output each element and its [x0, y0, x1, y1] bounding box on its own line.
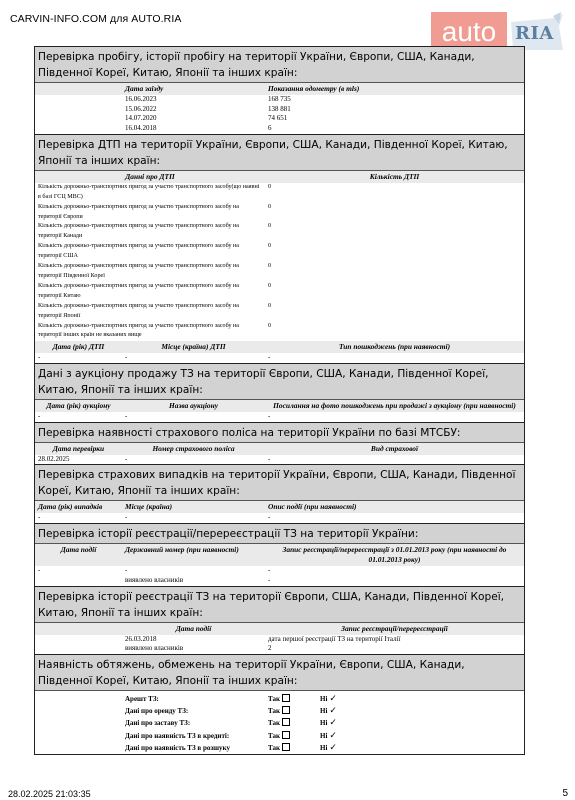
table-row: [35, 183, 524, 203]
accidents-rows: [35, 183, 524, 342]
report-document: [34, 46, 525, 764]
mileage-value: 74 651: [268, 114, 288, 123]
logo-auto-text: auto: [431, 12, 507, 54]
insurance-title: Перевірка наявності страхового поліса на території України по базі МТСБУ:: [35, 423, 524, 443]
auction-section: [34, 364, 525, 423]
yes-label: Так: [268, 731, 281, 740]
table-row: [35, 124, 524, 134]
insurance-cases-col-place: Місце (країна): [125, 502, 173, 512]
insurance-header-row: [35, 443, 524, 455]
registration-ua-owners-label: виявлено власників: [125, 575, 184, 584]
accident-count: 0: [268, 183, 272, 190]
auction-name: -: [125, 412, 128, 421]
yes-label: Так: [268, 743, 281, 752]
mileage-rows: [35, 95, 524, 134]
registration-world-col-record: Запис реєстрації/перереєстрації: [341, 623, 448, 633]
auction-date: -: [38, 412, 41, 421]
insurance-case-desc: -: [268, 513, 271, 522]
table-row: [35, 282, 524, 302]
accident-count: 0: [268, 302, 272, 309]
mileage-value: 168 735: [268, 95, 291, 103]
no-label: Ні: [320, 731, 328, 740]
accidents-header-row: [35, 171, 524, 183]
yes-checkbox[interactable]: [282, 743, 290, 751]
accident-count: 0: [268, 203, 272, 210]
accidents-detail-header: [35, 341, 524, 353]
accidents-col-count: Кількість ДТП: [369, 171, 420, 181]
registration-ua-title: Перевірка історії реєстрації/перереєстрації ТЗ на території України:: [35, 524, 524, 544]
registration-ua-col-plate: Державний номер (при наявності): [125, 545, 239, 555]
accident-damage: -: [268, 353, 271, 362]
insurance-date: 28.02.2025: [38, 454, 70, 463]
encumbrances-rows: [35, 691, 524, 754]
no-label: Ні: [320, 694, 328, 703]
encumbrance-row: [35, 693, 524, 705]
registration-world-owners-value: 2: [268, 644, 272, 653]
insurance-case-place: -: [125, 513, 128, 522]
table-row: [35, 95, 524, 105]
yes-label: Так: [268, 719, 281, 728]
registration-ua-header-row: [35, 544, 524, 566]
insurance-cases-header-row: [35, 501, 524, 513]
auction-col-link: Посилання на фото пошкоджень при продажі з аукціону (при наявності): [273, 401, 516, 411]
table-row: [35, 455, 524, 465]
table-row: [35, 302, 524, 322]
yes-checkbox[interactable]: [282, 731, 290, 739]
insurance-cases-title: Перевірка страхових випадків на території України, Європи, США, Канади, Південної Кореї, Китаю, Японії та інших країн:: [35, 465, 524, 501]
accident-date: -: [38, 353, 41, 362]
insurance-case-date: -: [38, 513, 41, 522]
table-row: [35, 203, 524, 223]
insurance-col-date: Дата перевірки: [52, 443, 105, 453]
table-row: [35, 566, 524, 576]
auction-header-row: [35, 400, 524, 412]
mileage-date: 15.06.2022: [125, 104, 157, 113]
footer-datetime: 28.02.2025 21:03:35: [8, 789, 91, 799]
encumbrance-label: Дані про заставу ТЗ:: [125, 719, 191, 728]
accident-count: 0: [268, 223, 272, 230]
yes-label: Так: [268, 707, 281, 716]
checkmark-icon[interactable]: ✓: [329, 693, 337, 704]
mileage-value: 138 881: [268, 104, 291, 113]
auction-link: -: [268, 412, 271, 421]
auction-col-date: Дата (рік) аукціону: [46, 401, 111, 411]
yes-checkbox[interactable]: [282, 706, 290, 714]
registration-ua-date: -: [38, 566, 41, 575]
accident-count: 0: [268, 282, 272, 289]
accident-label: Кількість дорожньо-транспортних пригод за участю транспортного засобу на території Японії: [38, 302, 239, 319]
table-row: [35, 222, 524, 242]
insurance-cases-section: [34, 465, 525, 524]
registration-world-section: [34, 587, 525, 655]
insurance-col-type: Вид страхової: [370, 443, 419, 453]
encumbrance-label: Дані про наявність ТЗ в розшуку: [125, 743, 230, 752]
table-row: [35, 644, 524, 654]
accident-place: -: [125, 353, 128, 362]
mileage-date: 14.07.2020: [125, 114, 157, 123]
insurance-cases-col-desc: Опис події (при наявності): [268, 502, 357, 512]
registration-world-title: Перевірка історії реєстрації ТЗ на території Європи, США, Канади, Південної Кореї, Китаю, Японії та інших країн:: [35, 587, 524, 623]
accident-label: Кількість дорожньо-транспортних пригод за участю транспортного засобу на території інших країн не вказаних вище: [38, 322, 239, 339]
encumbrances-section: [34, 655, 525, 755]
mileage-section: [34, 46, 525, 135]
accident-label: Кількість дорожньо-транспортних пригод за участю транспортного засобу на території Канади: [38, 223, 239, 240]
checkmark-icon[interactable]: ✓: [329, 730, 337, 741]
encumbrance-row: [35, 717, 524, 729]
accidents-section: [34, 135, 525, 364]
auction-col-name: Назва аукціону: [169, 401, 218, 411]
checkmark-icon[interactable]: ✓: [329, 742, 337, 753]
registration-world-owners-label: виявлено власників: [125, 644, 184, 653]
accidents-col-place: Місце (країна) ДТП: [161, 342, 226, 352]
yes-checkbox[interactable]: [282, 694, 290, 702]
encumbrance-label: Дані про оренду ТЗ:: [125, 707, 189, 716]
accident-label: Кількість дорожньо-транспортних пригод за участю транспортного засобу на території Європи: [38, 203, 239, 220]
insurance-number: -: [125, 454, 128, 463]
mileage-col-date: Дата заїзду: [125, 84, 164, 93]
registration-ua-record: -: [268, 566, 271, 575]
registration-world-date: 26.03.2018: [125, 634, 157, 643]
table-row: [35, 412, 524, 422]
registration-ua-owners-value: -: [268, 575, 271, 584]
registration-world-record: дата першої реєстрації ТЗ на території Італії: [268, 634, 401, 643]
auction-title: Дані з аукціону продажу ТЗ на території Європи, США, Канади, Південної Кореї, Китаю, Японії та інших країн:: [35, 364, 524, 400]
mileage-col-odometer: Показання одометру (в mls): [268, 84, 360, 93]
encumbrance-label: Дані про наявність ТЗ в кредиті:: [125, 731, 230, 740]
mileage-header-row: [35, 83, 524, 95]
accident-label: Кількість дорожньо-транспортних пригод за участю транспортного засобу на території Китаю: [38, 282, 239, 299]
table-row: [35, 513, 524, 523]
no-label: Ні: [320, 707, 328, 716]
accidents-title: Перевірка ДТП на території України, Європи, США, Канади, Південної Кореї, Китаю, Японії та інших країн:: [35, 135, 524, 171]
checkmark-icon[interactable]: ✓: [329, 706, 337, 717]
table-row: [35, 353, 524, 363]
table-row: [35, 114, 524, 124]
mileage-title: Перевірка пробігу, історії пробігу на території України, Європи, США, Канади, Південної Кореї, Китаю, Японії та інших країн:: [35, 47, 524, 83]
yes-checkbox[interactable]: [282, 718, 290, 726]
page-number: 5: [562, 788, 568, 799]
table-row: [35, 635, 524, 645]
registration-world-header-row: [35, 623, 524, 635]
mileage-value: 6: [268, 124, 272, 133]
registration-world-col-date: Дата події: [175, 623, 212, 633]
accidents-col-data: Данні про ДТП: [125, 171, 175, 181]
accidents-col-date: Дата (рік) ДТП: [52, 342, 105, 352]
table-row: [35, 322, 524, 342]
encumbrances-title: Наявність обтяжень, обмежень на території України, Європи, США, Канади, Південної Кореї, Китаю, Японії та інших країн:: [35, 655, 524, 691]
mileage-date: 16.06.2023: [125, 95, 157, 103]
accident-label: Кількість дорожньо-транспортних пригод за участю транспортного засобу(що наявні в базі ГСЦ МВС): [38, 183, 260, 200]
no-label: Ні: [320, 743, 328, 752]
encumbrance-label: Арешт ТЗ:: [125, 694, 159, 703]
page-header: [0, 0, 575, 46]
no-label: Ні: [320, 719, 328, 728]
encumbrance-row: [35, 730, 524, 742]
accident-count: 0: [268, 263, 272, 270]
registration-ua-col-date: Дата події: [60, 545, 97, 555]
insurance-col-number: Номер страхового поліса: [152, 443, 235, 453]
accident-count: 0: [268, 322, 272, 329]
registration-ua-col-record: Запис реєстрації/перереєстрації з 01.01.2013 року (при наявності до 01.01.2013 року): [282, 545, 507, 565]
table-row: [35, 105, 524, 115]
yes-label: Так: [268, 694, 281, 703]
insurance-section: [34, 423, 525, 466]
insurance-cases-col-date: Дата (рік) випадків: [38, 502, 103, 512]
accidents-col-damage: Тип пошкоджень (при наявності): [338, 342, 451, 352]
logo-ria-text: RIA: [515, 23, 554, 44]
accident-count: 0: [268, 243, 272, 250]
encumbrance-row: [35, 705, 524, 717]
accident-label: Кількість дорожньо-транспортних пригод за участю транспортного засобу на території Південної Кореї: [38, 263, 239, 279]
table-row: [35, 576, 524, 586]
mileage-date: 16.04.2018: [125, 124, 157, 133]
accident-label: Кількість дорожньо-транспортних пригод за участю транспортного засобу на території США: [38, 243, 239, 260]
registration-ua-section: [34, 524, 525, 586]
checkmark-icon[interactable]: ✓: [329, 718, 337, 729]
table-row: [35, 262, 524, 282]
insurance-type: -: [268, 454, 271, 463]
registration-ua-plate: -: [125, 566, 128, 575]
site-title: CARVIN-INFO.COM для AUTO.RIA: [10, 13, 182, 25]
table-row: [35, 242, 524, 262]
encumbrance-row: [35, 742, 524, 754]
